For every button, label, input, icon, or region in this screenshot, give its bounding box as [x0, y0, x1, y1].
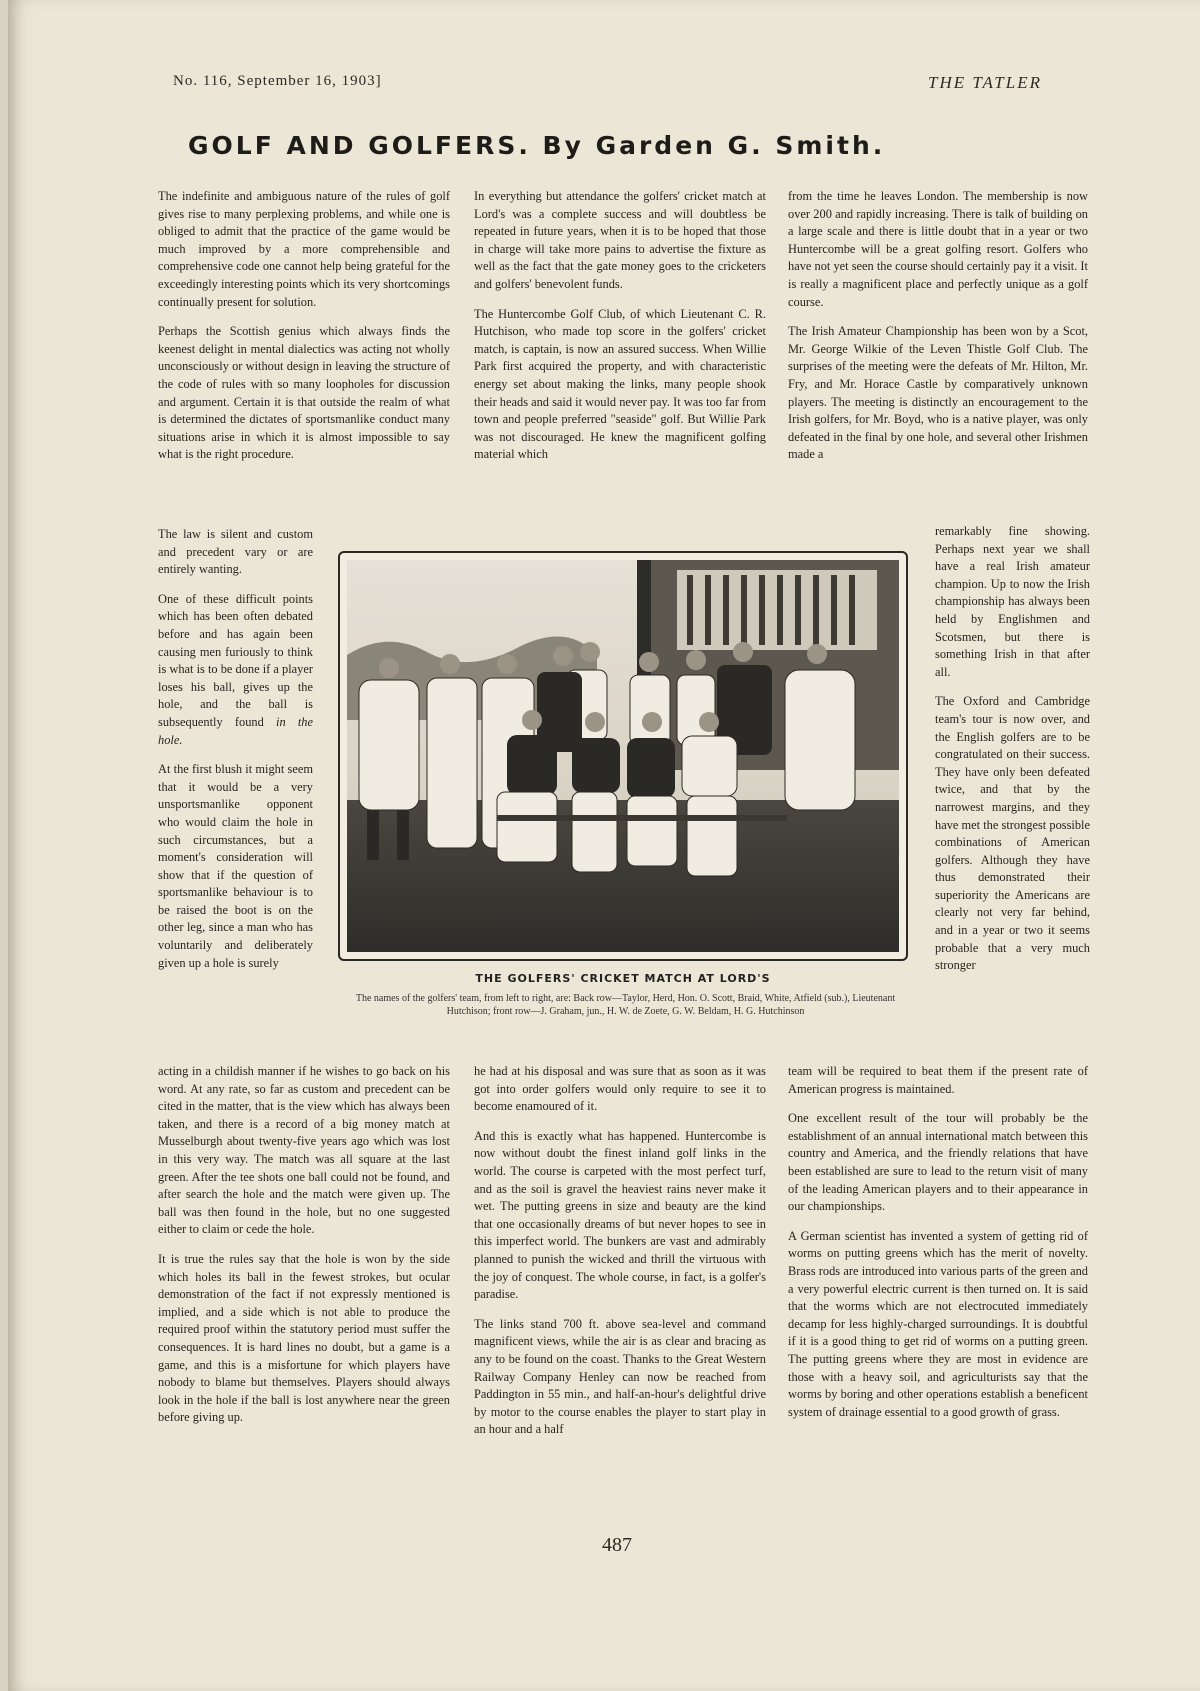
- paragraph: In everything but attendance the golfers' cricket match at Lord's was a complete success and will doubtless be repeated in future years, when it is to be hoped that those in charge will take more pains to advertise the fixture as well as the fact that the gate money goes to the cricketers and golfers' benevolent funds.: [474, 189, 766, 291]
- paragraph: The law is silent and custom and precedent vary or are entirely wanting.: [158, 527, 313, 577]
- photo-illustration: [347, 560, 899, 952]
- column-1-bottom: [158, 1063, 450, 1439]
- paragraph: he had at his disposal and was sure that as soon as it was got into order golfers would only require to see it to become enamoured of it.: [474, 1064, 766, 1114]
- column-2-bottom: [474, 1063, 766, 1451]
- paragraph-text: One of these difficult points which has been often debated before and has again been causing men furiously to think is what is to be done if a player loses his ball, gives up the hole, and the ball is subsequently found: [158, 591, 313, 729]
- paragraph: [158, 591, 313, 749]
- paragraph: One excellent result of the tour will probably be the establishment of an annual international match between this country and America, and the friendly relations that have been established are sure to lead to the return visit of many of the leading American players and to their appearance in our championships.: [788, 1111, 1088, 1214]
- paragraph: team will be required to beat them if the present rate of American progress is maintained.: [788, 1064, 1088, 1096]
- column-2-top: [474, 188, 766, 476]
- publication-name: THE TATLER: [928, 73, 1042, 92]
- paragraph: remarkably fine showing. Perhaps next year we shall have a real Irish amateur champion. Up to now the Irish championship has always been held by Englishmen and Scotsmen, but there is something Irish in that after all.: [935, 524, 1090, 679]
- photo-caption-text: The names of the golfers' team, from left to right, are: Back row—Taylor, Herd, Hon. O. Scott, Braid, White, Atfield (sub.), Lieutenant Hutchison; front row—J. Graham, jun., H. W. de Zoete, G. W. Beldam, H. G. Hutchinson: [355, 993, 896, 1017]
- paragraph: acting in a childish manner if he wishes to go back on his word. At any rate, so far as custom and precedent can be cited in the matter, that is the view which has always been taken, and there is a record of a big money match at Musselburgh about twenty-five years ago which was lost in this very way. The match was all square at the last green. After the tee shots one ball could not be found, and after search the hole and the match were given up. The ball was then found in the hole, but no one suggested either to claim or cede the hole.: [158, 1064, 450, 1237]
- paragraph: Perhaps the Scottish genius which always finds the keenest delight in mental dialectics was acting not wholly unconsciously or without design in leaving the structure of the code of rules with so many loopholes for discussion and argument. Certain it is that outside the realm of what is determined the dictates of sportsmanlike conduct many situations arise in which it is almost impossible to say what is the right procedure.: [158, 324, 450, 462]
- column-3-top: [788, 188, 1088, 476]
- paragraph: At the first blush it might seem that it would be a very unsportsmanlike opponent who would claim the hole in such circumstances, but a moment's consideration will show that if the question of sportsmanlike behaviour is to be raised the boot is on the other leg, since a man who has voluntarily and deliberately given up a hole is surely: [158, 762, 313, 970]
- column-3-bottom: [788, 1063, 1088, 1433]
- paragraph: The Irish Amateur Championship has been won by a Scot, Mr. George Wilkie of the Leven Thistle Golf Club. The surprises of the meeting were the defeats of Mr. Hilton, Mr. Fry, and Mr. Horace Castle by comparatively unknown players. The meeting is distinctly an encouragement to the Irish golfers, for Mr. Boyd, who is a native player, was only defeated in the final by one hole, and several other Irishmen made a: [788, 324, 1088, 462]
- page-number: 487: [602, 1534, 632, 1556]
- column-3-narrow: [935, 523, 1090, 975]
- paragraph: The Oxford and Cambridge team's tour is now over, and the English golfers are to be congratulated on their success. They have only been defeated twice, and that by the narrowest margins, and they have met the strongest possible combinations of American golfers. Although they have thus demonstrated their superiority the Americans are clearly not very far behind, and in a year or two it seems probable that a very much stronger: [935, 694, 1090, 973]
- emphasis-text: in the hole.: [158, 714, 313, 747]
- paragraph: The indefinite and ambiguous nature of the rules of golf gives rise to many perplexing problems, and while one is obliged to admit that the practice of the game would be much improved by a more comprehensible and comprehensive code one cannot help being grateful for the exceedingly interesting points which its very shortcomings continually present for solution.: [158, 189, 450, 309]
- paragraph: A German scientist has invented a system of getting rid of worms on putting greens which has the merit of novelty. Brass rods are introduced into various parts of the green and a very powerful electric current is then turned on. It is said that the worms which are not electrocuted immediately decamp for less highly-charged surroundings. It is doubtful if it is a good thing to get rid of worms on a putting green. The putting greens where they are most in evidence are those with a heavy soil, and agriculturists say that the worms by boring and other operations establish a beneficent system of drainage essential to a good growth of grass.: [788, 1228, 1088, 1419]
- issue-line: No. 116, September 16, 1903]: [173, 73, 382, 89]
- column-1-narrow: [158, 526, 313, 972]
- paragraph: And this is exactly what has happened. Huntercombe is now without doubt the finest inland golf links in the world. The course is carpeted with the most perfect turf, and as the soil is gravel the heaviest rains never make it wet. The putting greens in size and beauty are the kind that one occasionally dreams of but never hopes to see in this imperfect world. The bunkers are vast and admirably planned to punish the wicked and thrill the virtuous with the joy of conquest. The whole course, in fact, is a golfer's paradise.: [474, 1128, 766, 1302]
- paragraph: The links stand 700 ft. above sea-level and command magnificent views, while the air is as clear and bracing as any to be found on the coast. Thanks to the Great Western Railway Company Henley can now be reached from Paddington in 55 min., and half-an-hour's delightful drive by motor to the course enables the player to start play in an hour and a half: [474, 1316, 766, 1437]
- paragraph: from the time he leaves London. The membership is now over 200 and rapidly increasing. There is talk of building on a large scale and there is little doubt that in a year or two Huntercombe will be a great golfing resort. Golfers who have not yet seen the course should certainly pay it a visit. It is really a magnificent place and perfectly unique as a golf course.: [788, 189, 1088, 309]
- magazine-page: [8, 0, 1200, 1691]
- photo-caption-title: THE GOLFERS' CRICKET MATCH AT LORD'S: [475, 972, 771, 985]
- article-title: GOLF AND GOLFERS. By Garden G. Smith.: [188, 131, 886, 160]
- paragraph: The Huntercombe Golf Club, of which Lieutenant C. R. Hutchison, who made top score in the golfers' cricket match, is captain, is now an assured success. When Willie Park first acquired the property, and with characteristic energy set about making the links, many people shook their heads and said it would never pay. It was too far from town and people preferred "seaside" golf. But Willie Park was not discouraged. He knew the magnificent golfing material which: [474, 306, 767, 462]
- team-photograph: [338, 551, 908, 961]
- column-1-top: [158, 188, 450, 476]
- paragraph: It is true the rules say that the hole is won by the side which holes its ball in the fewest strokes, but ocular demonstration of the fact if not expressly mentioned is implied, and a side which is not able to produce the required proof within the statutory period must suffer the consequences. It is hard lines no doubt, but a game is a game, and this is a misfortune for which players have nobody to blame but themselves. Players should always look in the hole if the ball is lost anywhere near the green before giving up.: [158, 1251, 450, 1425]
